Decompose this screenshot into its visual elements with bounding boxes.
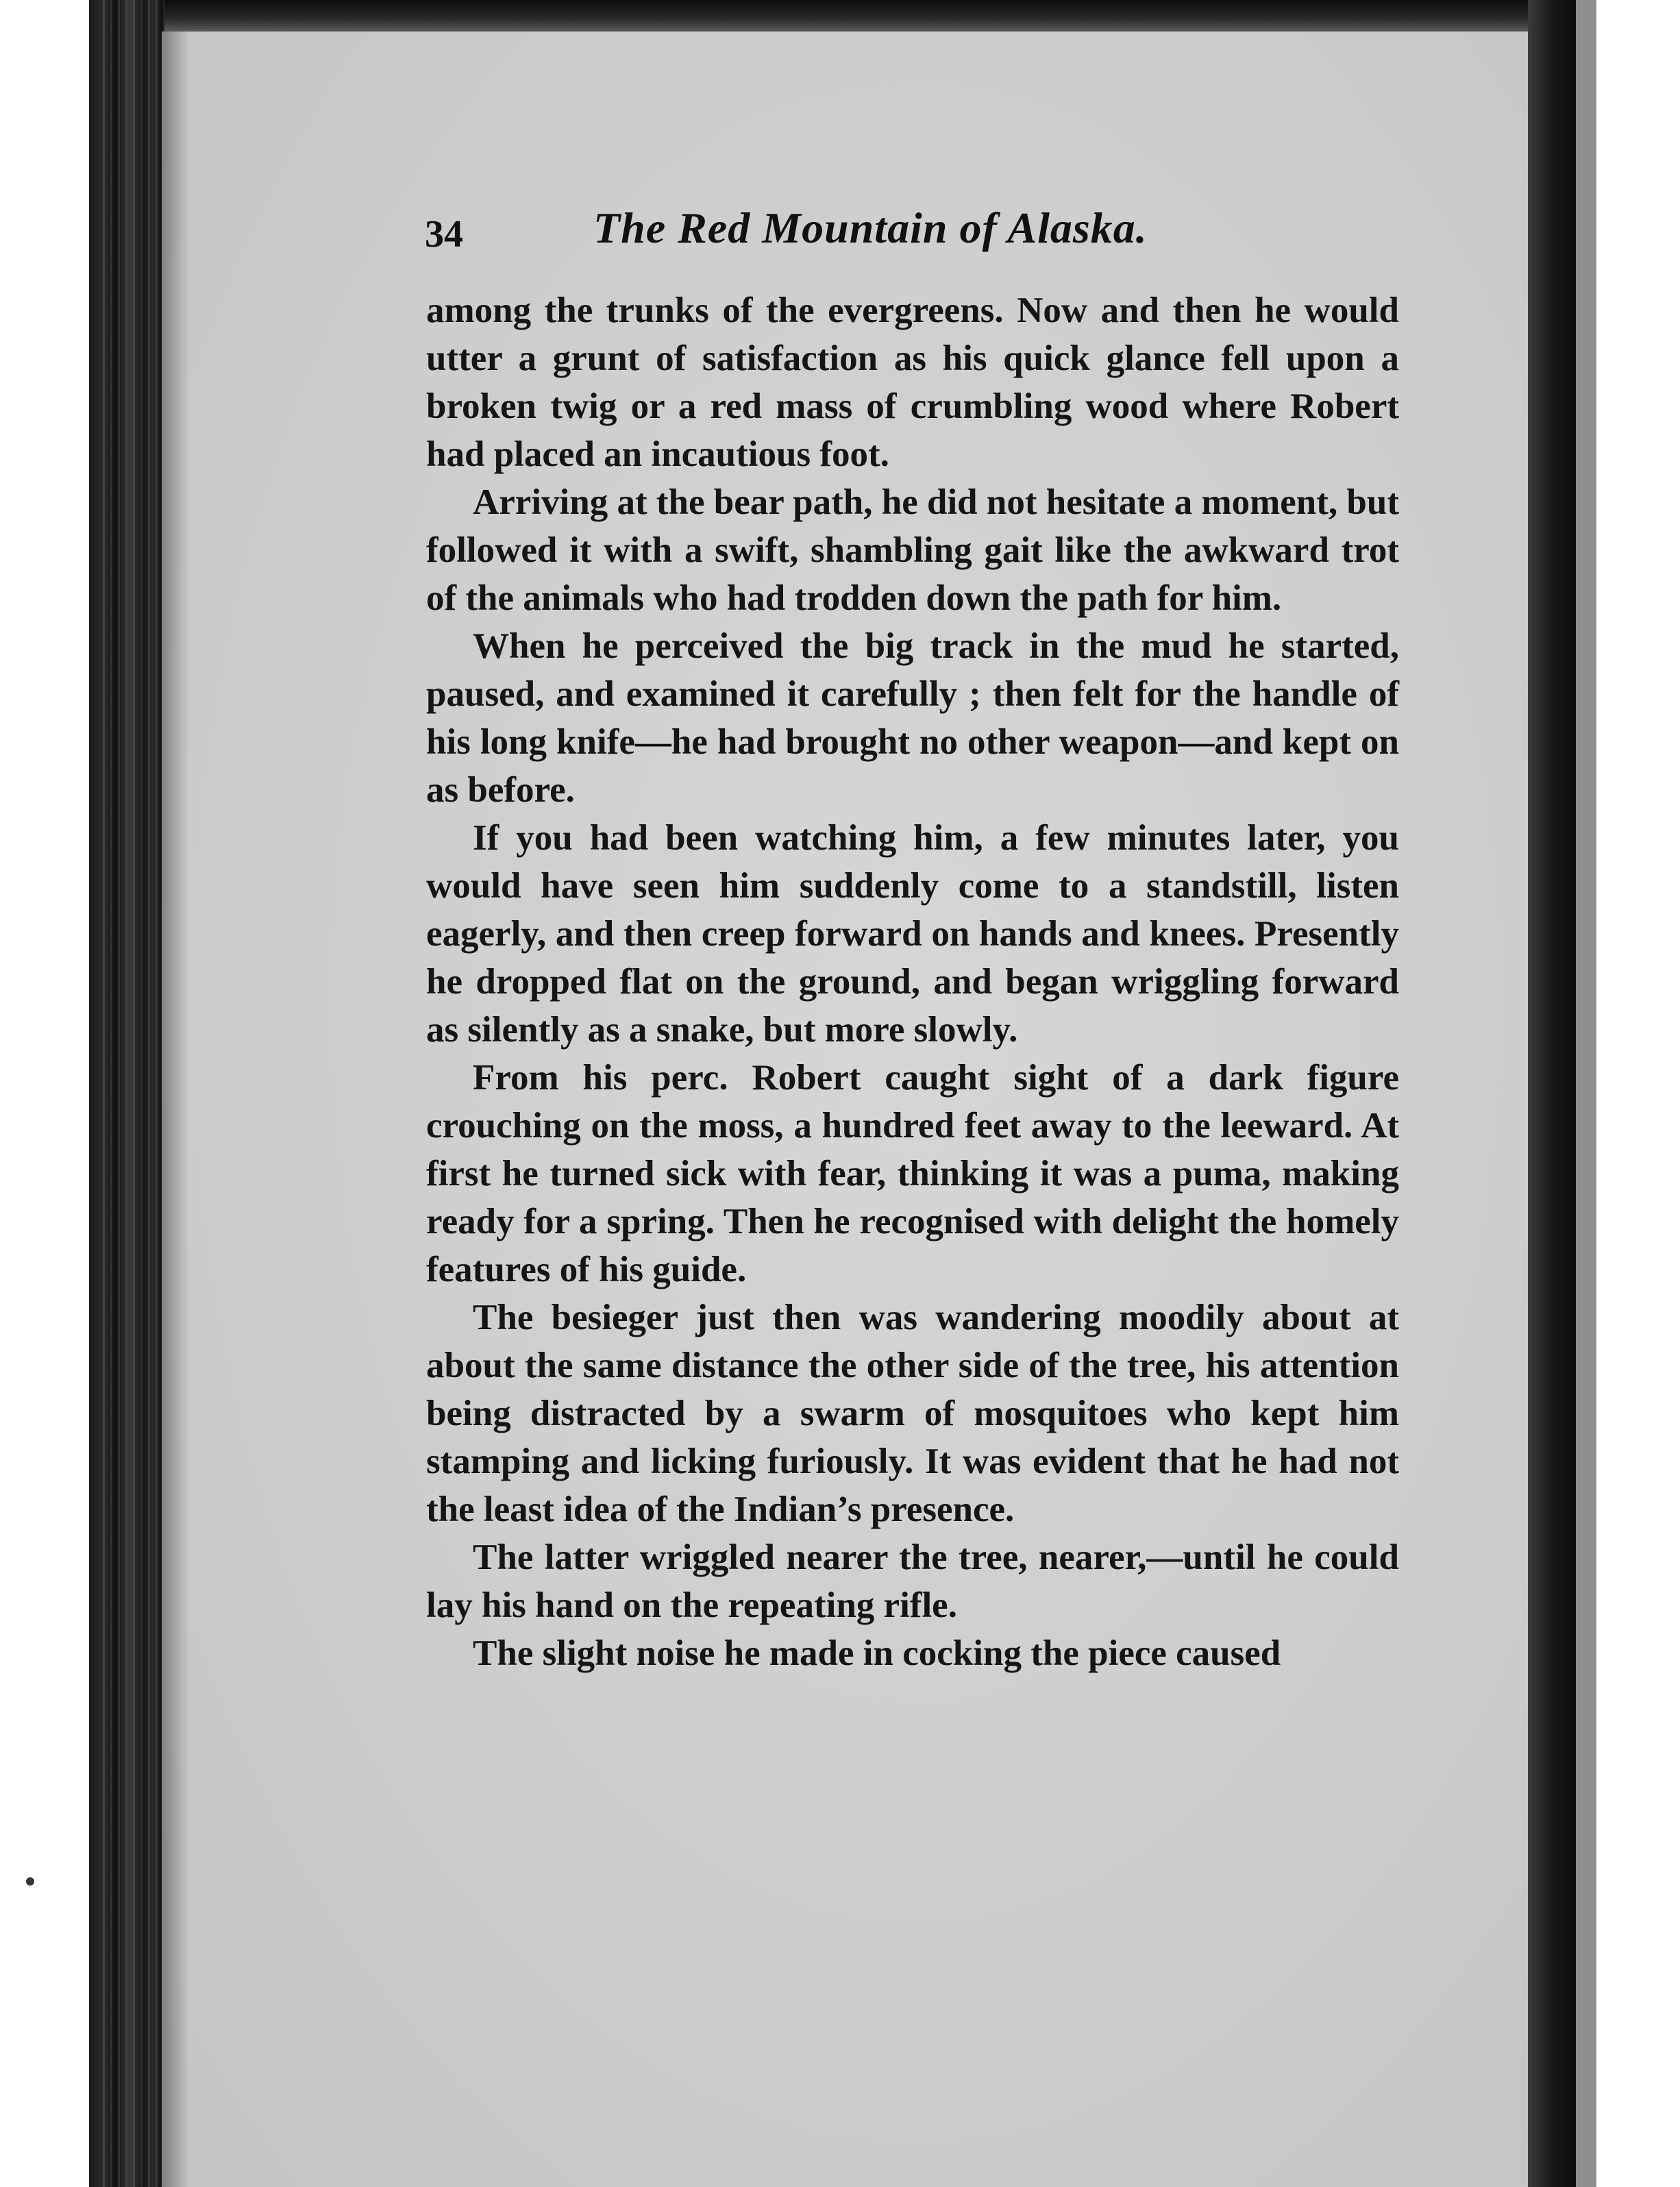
running-head — [425, 203, 1247, 271]
paragraph: If you had been watching him, a few minutes later, you would have seen him suddenly come to a standstill, listen eagerly, and then creep forward on hands and knees. Presently he dropped flat on the ground, and began wriggling forward as silently as a snake, but more slowly. — [426, 818, 1399, 1050]
gutter-shadow — [162, 32, 189, 2187]
right-page-edge — [1576, 0, 1596, 2187]
paragraph: The besieger just then was wandering moodily about at about the same distance the other side of the tree, his attention being distracted by a swarm of mosquitoes who kept him stamping and licking furiously. It was evident that he had not the least idea of the Indian’s presence. — [426, 1298, 1399, 1529]
top-binding-strip — [89, 0, 1583, 32]
page-number: 34 — [425, 213, 463, 256]
paragraph: The latter wriggled nearer the tree, nearer,—until he could lay his hand on the repeating rifle. — [426, 1537, 1399, 1625]
paragraph: From his perc. Robert caught sight of a dark figure crouching on the moss, a hundred feet away to the leeward. At first he turned sick with fear, thinking it was a puma, making ready for a spring. Then he recognised with delight the homely features of his guide. — [426, 1058, 1399, 1289]
left-page-edge-lines — [103, 0, 164, 2187]
body-text — [426, 286, 1399, 1677]
paragraph: The slight noise he made in cocking the piece caused — [473, 1633, 1281, 1673]
scan-speck — [26, 1877, 34, 1886]
paragraph: among the trunks of the evergreens. Now and then he would utter a grunt of satisfaction as his quick glance fell upon a broken twig or a red mass of crumbling wood where Robert had placed an incautious foot. — [426, 291, 1399, 474]
paragraph: Arriving at the bear path, he did not hesitate a moment, but followed it with a swift, shambling gait like the awkward trot of the animals who had trodden down the path for him. — [426, 482, 1399, 618]
running-title: The Red Mountain of Alaska. — [593, 203, 1148, 252]
paragraph: When he perceived the big track in the mud he started, paused, and examined it carefully ; then felt for the handle of his long knife—he had brought no other weapon—and kept on as before. — [426, 626, 1399, 810]
